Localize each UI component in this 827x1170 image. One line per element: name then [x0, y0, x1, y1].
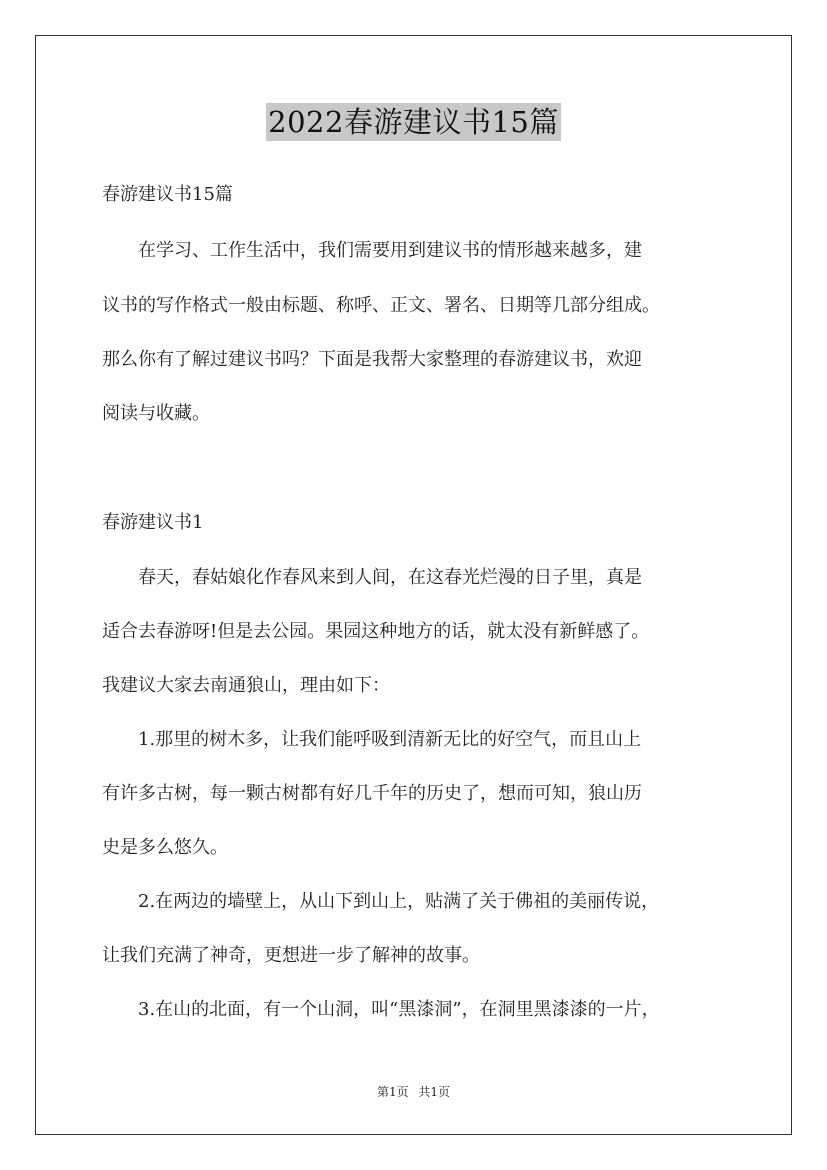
paragraph-line: 1.那里的树木多，让我们能呼吸到清新无比的好空气，而且山上	[102, 729, 642, 750]
page-number-current: 第1页	[376, 1085, 409, 1099]
paragraph-line: 阅读与收藏。	[102, 403, 210, 424]
page-number-total: 共1页	[418, 1085, 451, 1099]
paragraph-line: 在学习、工作生活中，我们需要用到建议书的情形越来越多，建	[102, 240, 642, 261]
page-footer	[0, 1083, 827, 1100]
subtitle-line: 春游建议书15篇	[102, 184, 233, 205]
paragraph-line: 史是多么悠久。	[102, 837, 228, 858]
paragraph-line: 让我们充满了神奇，更想进一步了解神的故事。	[102, 945, 480, 966]
paragraph-line: 有许多古树，每一颗古树都有好几千年的历史了，想而可知，狼山历	[102, 783, 642, 804]
paragraph-line: 适合去春游呀!但是去公园。果园这种地方的话，就太没有新鲜感了。	[102, 621, 650, 642]
paragraph-line: 议书的写作格式一般由标题、称呼、正文、署名、日期等几部分组成。	[102, 295, 660, 316]
paragraph-line: 那么你有了解过建议书吗？下面是我帮大家整理的春游建议书，欢迎	[102, 349, 642, 370]
paragraph-line: 2.在两边的墙壁上，从山下到山上，贴满了关于佛祖的美丽传说，	[102, 891, 660, 912]
title-container	[0, 103, 827, 141]
paragraph-line: 春天，春姑娘化作春风来到人间，在这春光烂漫的日子里，真是	[102, 567, 642, 588]
paragraph-line: 我建议大家去南通狼山，理由如下：	[102, 675, 390, 696]
paragraph-line: 3.在山的北面，有一个山洞，叫“黑漆洞”，在洞里黑漆漆的一片，	[102, 999, 660, 1020]
document-title: 2022春游建议书15篇	[268, 105, 559, 139]
section-heading: 春游建议书1	[102, 512, 204, 533]
